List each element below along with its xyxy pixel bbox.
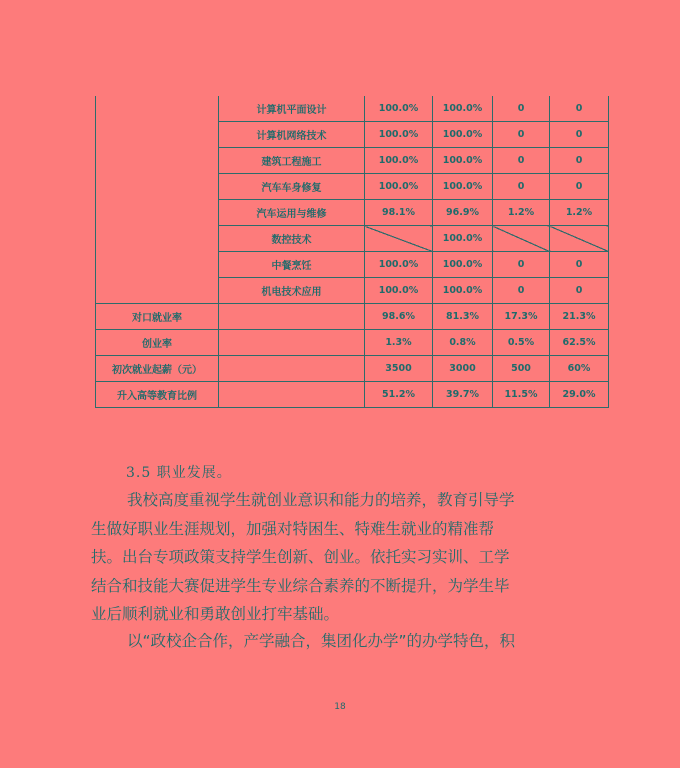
program-name: 建筑工程施工 <box>219 148 365 174</box>
table-cell: 81.3% <box>433 304 493 330</box>
table-cell: 0 <box>550 148 609 174</box>
table-cell: 0 <box>550 96 609 122</box>
table-cell: 0.5% <box>493 330 550 356</box>
table-cell: 51.2% <box>365 382 433 408</box>
paragraph-line: 我校高度重视学生就创业意识和能力的培养，教育引导学 <box>127 491 515 509</box>
program-name: 计算机平面设计 <box>219 96 365 122</box>
table-cell: 100.0% <box>365 278 433 304</box>
table-row <box>96 330 609 356</box>
table-cell: 0 <box>493 278 550 304</box>
paragraph-line: 结合和技能大赛促进学生专业综合素养的不断提升，为学生毕 <box>91 576 510 595</box>
summary-label: 初次就业起薪（元） <box>96 356 219 382</box>
table-cell: 60% <box>550 356 609 382</box>
table-cell: 0 <box>550 278 609 304</box>
employment-stats-table <box>95 96 609 408</box>
table-cell: 100.0% <box>433 96 493 122</box>
table-cell: 62.5% <box>550 330 609 356</box>
paragraph-career-development <box>91 486 611 629</box>
table-cell: 100.0% <box>365 96 433 122</box>
table-cell: 100.0% <box>365 148 433 174</box>
empty-cell <box>219 382 365 408</box>
table-cell: 100.0% <box>433 174 493 200</box>
program-name: 计算机网络技术 <box>219 122 365 148</box>
table-cell: 100.0% <box>365 252 433 278</box>
program-name: 机电技术应用 <box>219 278 365 304</box>
table-cell: 100.0% <box>433 148 493 174</box>
program-name: 汽车车身修复 <box>219 174 365 200</box>
summary-label: 创业率 <box>96 330 219 356</box>
table-cell: 0 <box>493 122 550 148</box>
table-cell: 100.0% <box>433 278 493 304</box>
diagonal-empty-cell <box>550 226 609 252</box>
table-cell: 0 <box>493 252 550 278</box>
paragraph-line: 扶。出台专项政策支持学生创新、创业。依托实习实训、工学 <box>91 548 510 566</box>
empty-cell <box>219 304 365 330</box>
merged-category-cell <box>96 96 219 304</box>
table-cell: 3500 <box>365 356 433 382</box>
table-cell: 500 <box>493 356 550 382</box>
table-cell: 0 <box>493 96 550 122</box>
empty-cell <box>219 356 365 382</box>
diagonal-empty-cell <box>365 226 433 252</box>
table-cell: 0 <box>550 122 609 148</box>
table-row <box>96 382 609 408</box>
page-number: 18 <box>334 702 346 712</box>
table-cell: 11.5% <box>493 382 550 408</box>
table-cell: 98.6% <box>365 304 433 330</box>
table-cell: 100.0% <box>433 226 493 252</box>
table-cell: 29.0% <box>550 382 609 408</box>
program-name: 汽车运用与维修 <box>219 200 365 226</box>
table-cell: 100.0% <box>365 122 433 148</box>
empty-cell <box>219 330 365 356</box>
table-cell: 0 <box>550 174 609 200</box>
table-cell: 21.3% <box>550 304 609 330</box>
table-cell: 0 <box>550 252 609 278</box>
table-cell: 3000 <box>433 356 493 382</box>
table-cell: 17.3% <box>493 304 550 330</box>
table-cell: 98.1% <box>365 200 433 226</box>
table-cell: 100.0% <box>433 122 493 148</box>
paragraph-school-enterprise <box>91 627 611 656</box>
summary-label: 升入高等教育比例 <box>96 382 219 408</box>
table-cell: 0.8% <box>433 330 493 356</box>
paragraph-line: 以“政校企合作，产学融合，集团化办学”的办学特色，积 <box>127 632 516 650</box>
table-row <box>96 304 609 330</box>
paragraph-line: 生做好职业生涯规划，加强对特困生、特难生就业的精准帮 <box>91 519 495 538</box>
diagonal-empty-cell <box>493 226 550 252</box>
table-cell: 1.2% <box>550 200 609 226</box>
section-heading: 3.5 职业发展。 <box>126 465 232 481</box>
table-row <box>96 96 609 122</box>
table-cell: 96.9% <box>433 200 493 226</box>
table-row <box>96 356 609 382</box>
table-cell: 100.0% <box>433 252 493 278</box>
table-cell: 1.2% <box>493 200 550 226</box>
program-name: 数控技术 <box>219 226 365 252</box>
program-name: 中餐烹饪 <box>219 252 365 278</box>
table-cell: 1.3% <box>365 330 433 356</box>
paragraph-line: 业后顺利就业和勇敢创业打牢基础。 <box>91 605 340 623</box>
table-cell: 0 <box>493 148 550 174</box>
summary-label: 对口就业率 <box>96 304 219 330</box>
table-cell: 100.0% <box>365 174 433 200</box>
table-cell: 39.7% <box>433 382 493 408</box>
table-cell: 0 <box>493 174 550 200</box>
